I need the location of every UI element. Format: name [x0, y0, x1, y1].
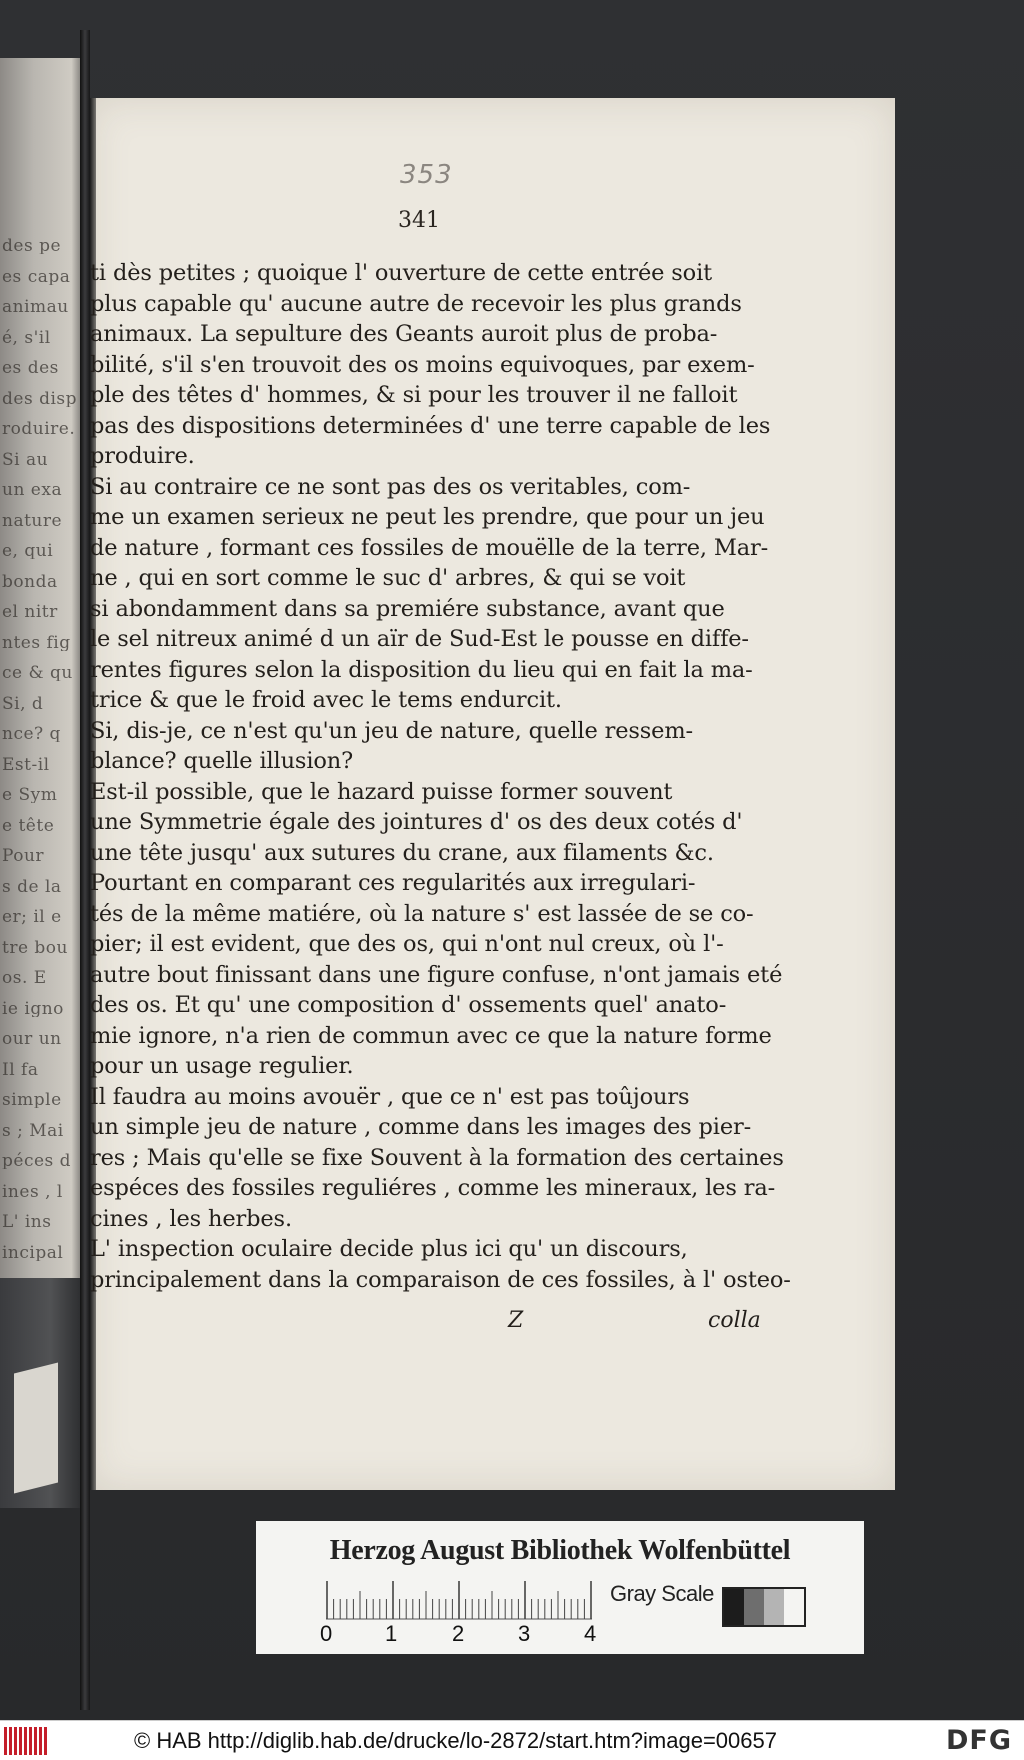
facing-page-text: ntes fig: [2, 632, 71, 651]
text-line: des os. Et qu' une composition d' ossements quel' anato-: [90, 992, 727, 1018]
text-line: autre bout finissant dans une figure confuse, n'ont jamais eté: [90, 961, 783, 988]
facing-page-text: un exa: [2, 480, 63, 498]
facing-page-text: roduire.: [2, 419, 76, 437]
text-line: plus capable qu' aucune autre de recevoir les plus grands: [90, 290, 742, 317]
text-line: bilité, s'il s'en trouvoit des os moins equivoques, par exem-: [90, 351, 755, 378]
facing-page-text: Si au: [2, 449, 49, 468]
facing-page-text: e, qui: [2, 541, 54, 559]
facing-page-text: e tête: [2, 815, 55, 834]
text-line: ple des têtes d' hommes, & si pour les trouver il ne falloit: [90, 382, 738, 408]
facing-page-text: es capa: [2, 266, 71, 285]
facing-page-text: bonda: [2, 571, 58, 590]
text-line: cines , les herbes.: [90, 1205, 292, 1232]
facing-page-text: er; il e: [2, 907, 62, 925]
body-text: [90, 258, 860, 1295]
text-line: ne , qui en sort comme le suc d' arbres, & qui se voit: [90, 565, 686, 591]
text-line: L' inspection oculaire decide plus ici qu' un discours,: [90, 1236, 688, 1262]
text-line: Si, dis-je, ce n'est qu'un jeu de nature, quelle ressem-: [90, 717, 693, 744]
text-line: Il faudra au moins avouër , que ce n' est pas toûjours: [90, 1083, 690, 1110]
shelf-label-sticker: [14, 1363, 58, 1494]
text-line: res ; Mais qu'elle se fixe Souvent à la formation des certaines: [90, 1144, 784, 1171]
text-line: un simple jeu de nature , comme dans les images des pier-: [90, 1114, 752, 1140]
facing-page-text: des disp: [2, 388, 77, 407]
text-line: pour un usage regulier.: [90, 1053, 354, 1079]
facing-page-text: e Sym: [2, 785, 58, 803]
color-scale-card: [256, 1521, 864, 1654]
facing-page-text: ie igno: [2, 998, 64, 1017]
facing-page-text: Il fa: [2, 1059, 39, 1078]
text-line: produire.: [90, 443, 195, 469]
gray-scale-label: Gray Scale: [610, 1581, 714, 1606]
text-line: pas des dispositions determinées d' une terre capable de les: [90, 412, 771, 439]
text-line: animaux. La sepulture des Geants auroit plus de proba-: [90, 321, 718, 347]
text-line: de nature , formant ces fossiles de mouëlle de la terre, Mar-: [90, 534, 769, 561]
facing-page-text: animau: [2, 297, 69, 315]
source-link[interactable]: © HAB http://diglib.hab.de/drucke/lo-2872/start.htm?image=00657: [134, 1728, 777, 1753]
facing-page-text: s ; Mai: [2, 1120, 64, 1139]
book-page: [90, 98, 895, 1490]
text-line: me un examen serieux ne peut les prendre, que pour un jeu: [90, 504, 765, 530]
text-line: ti dès petites ; quoique l' ouverture de cette entrée soit: [90, 260, 713, 286]
text-line: Pourtant en comparant ces regularités aux irregulari-: [90, 870, 696, 896]
facing-page-text: el nitr: [2, 602, 58, 620]
text-line: espéces des fossiles reguliéres , comme les mineraux, les ra-: [90, 1175, 776, 1201]
text-line: trice & que le froid avec le tems endurcit.: [90, 687, 562, 713]
facing-page-text: tre bou: [2, 937, 68, 956]
text-line: pier; il est evident, que des os, qui n'ont nul creux, où l'-: [90, 931, 724, 957]
library-name: Herzog August Bibliothek Wolfenbüttel: [329, 1535, 791, 1566]
facing-page-text: é, s'il: [2, 327, 51, 346]
book-spine: [80, 30, 90, 1710]
gray-patch: [744, 1589, 764, 1625]
text-line: blance? quelle illusion?: [90, 748, 354, 774]
gray-scale-patches: [722, 1587, 806, 1627]
scale-number: 3: [518, 1621, 531, 1646]
barcode-icon: [4, 1727, 48, 1755]
scale-number: 1: [385, 1621, 398, 1646]
facing-page-text: des pe: [2, 236, 62, 254]
facing-page-edge: [0, 58, 84, 1508]
scale-number: 0: [320, 1621, 333, 1646]
facing-page-text: s de la: [2, 876, 62, 895]
signature-mark: Z: [508, 1308, 524, 1333]
text-line: principalement dans la comparaison de ces fossiles, à l' osteo-: [90, 1266, 791, 1293]
facing-page-text: Pour: [2, 846, 45, 864]
text-line: une Symmetrie égale des jointures d' os des deux cotés d': [90, 809, 743, 835]
facing-page-text: simple: [2, 1090, 62, 1108]
scale-number: 2: [452, 1621, 465, 1646]
facing-page-text: es des: [2, 358, 59, 376]
text-line: mie ignore, n'a rien de commun avec ce que la nature forme: [90, 1022, 772, 1049]
text-line: si abondamment dans sa premiére substance, avant que: [90, 595, 725, 622]
manuscript-page-number: 353: [400, 160, 453, 190]
facing-page-text: our un: [2, 1029, 62, 1047]
text-line: une tête jusqu' aux sutures du crane, aux filaments &c.: [90, 839, 714, 866]
gray-patch: [724, 1589, 744, 1625]
facing-page-text: Si, d: [2, 693, 44, 712]
text-line: rentes figures selon la disposition du lieu qui en fait la ma-: [90, 656, 753, 683]
printed-page-number: 341: [398, 208, 440, 233]
footer-bar: [0, 1720, 1024, 1760]
facing-page-text: L' ins: [2, 1212, 52, 1230]
facing-page-text: os. E: [2, 968, 47, 986]
catchword: colla: [708, 1308, 761, 1333]
text-line: Si au contraire ce ne sont pas des os veritables, com-: [90, 473, 691, 500]
facing-page-text: nce? q: [2, 724, 61, 742]
facing-page-text: ce & qu: [2, 663, 73, 681]
scale-number: 4: [584, 1621, 597, 1646]
dfg-logo: DFG: [945, 1725, 1012, 1756]
gray-patch: [784, 1589, 804, 1625]
facing-page-text: Est-il: [2, 754, 50, 773]
facing-page-text: nature: [2, 510, 63, 529]
text-line: tés de la même matiére, où la nature s' est lassée de se co-: [90, 900, 754, 927]
text-line: le sel nitreux animé d un aïr de Sud-Est le pousse en diffe-: [90, 626, 749, 652]
facing-page-text: ines , l: [2, 1181, 63, 1200]
facing-page-text: incipal: [2, 1242, 64, 1261]
facing-page-cover: [0, 1278, 84, 1508]
gray-patch: [764, 1589, 784, 1625]
facing-page-text: péces d: [2, 1151, 72, 1169]
text-line: Est-il possible, que le hazard puisse former souvent: [90, 778, 673, 805]
